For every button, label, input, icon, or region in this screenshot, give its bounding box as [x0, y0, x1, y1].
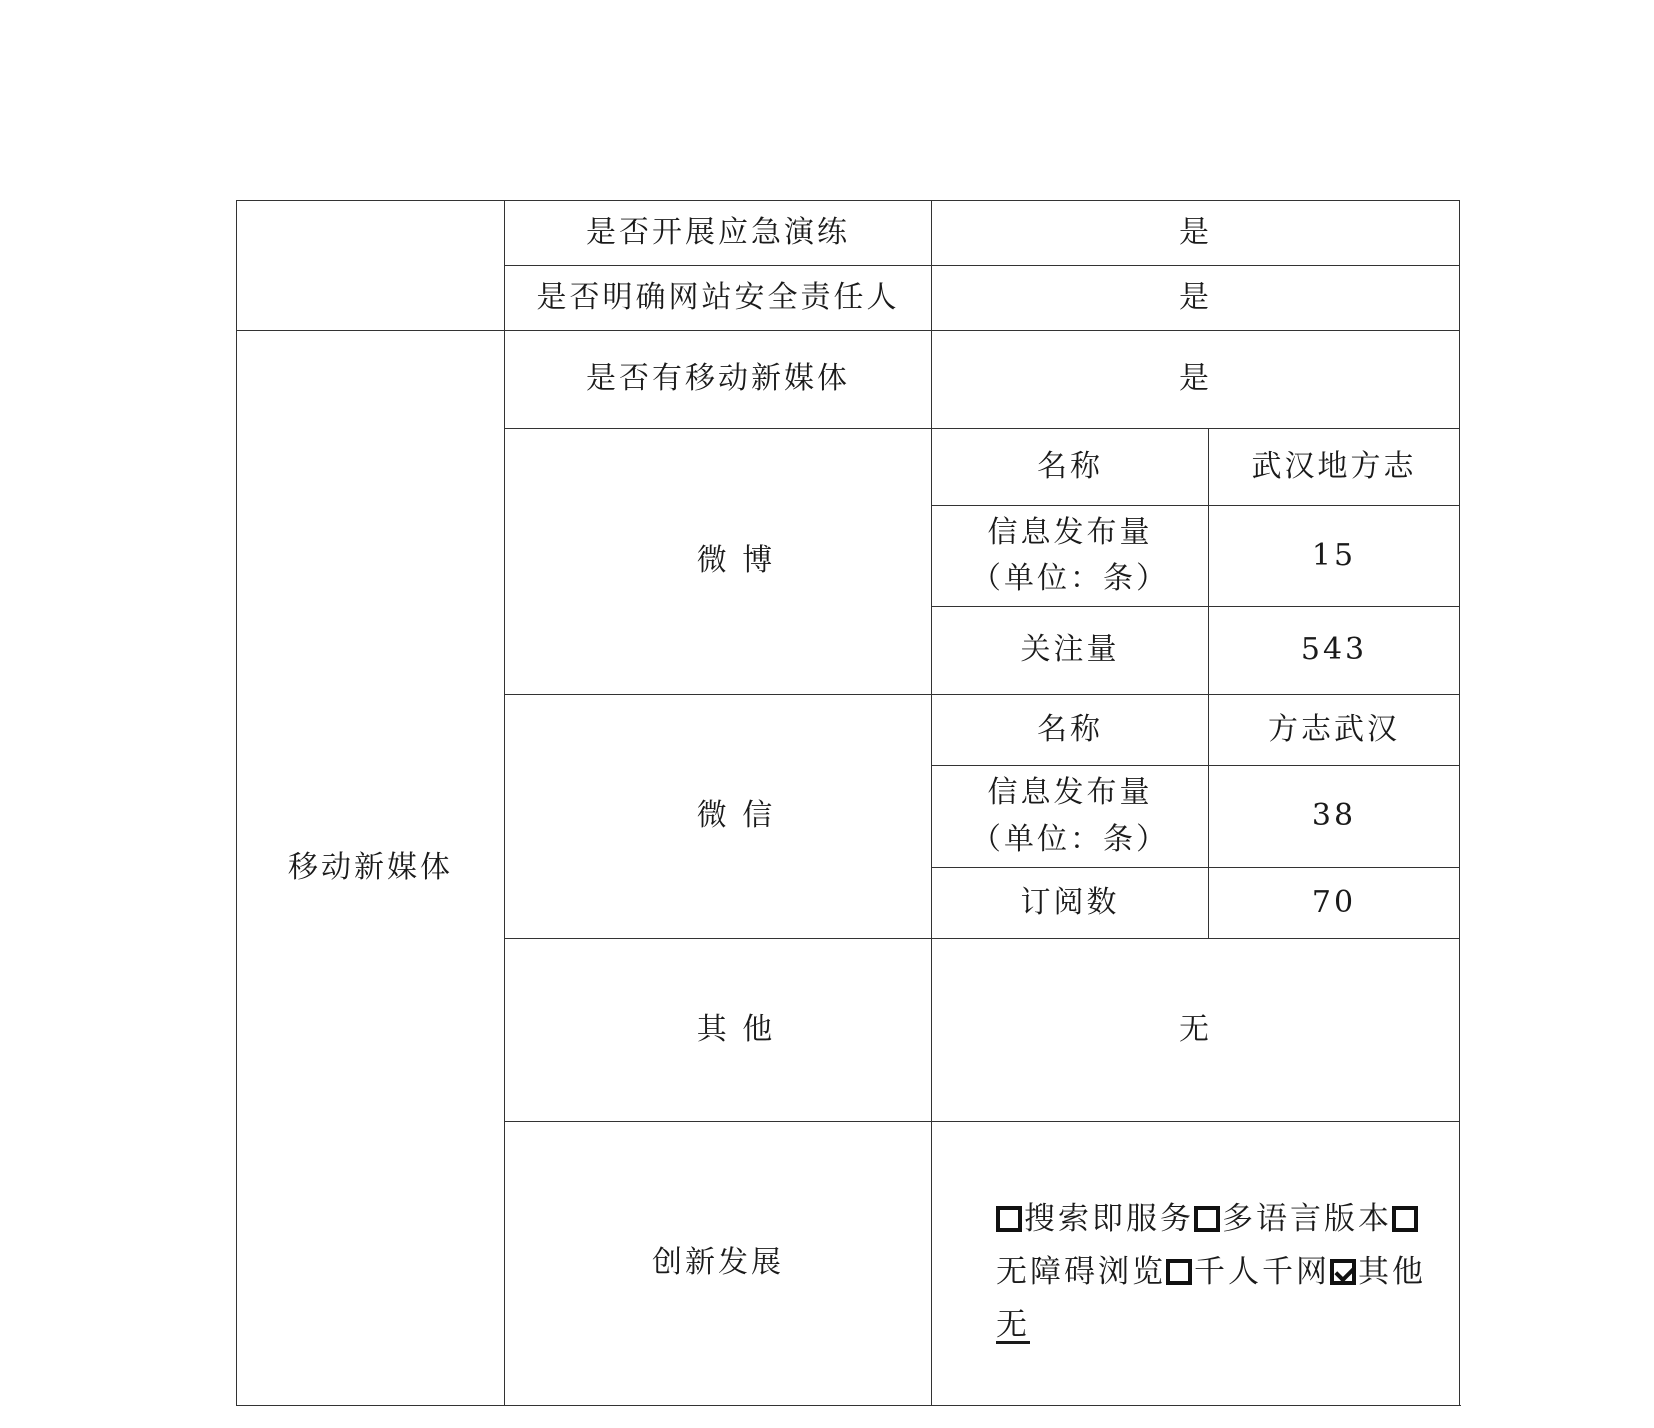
innovation-options — [932, 1193, 1459, 1351]
weixin-name-value: 方志武汉 — [1209, 695, 1460, 766]
checkbox-icon[interactable] — [996, 1206, 1022, 1232]
weibo-posts-label-line1: 信息发布量 — [987, 514, 1153, 550]
weixin-name-label: 名称 — [932, 695, 1209, 766]
section-cell-empty — [237, 201, 505, 331]
other-media-label: 其 他 — [505, 939, 932, 1122]
table-row — [237, 201, 1460, 266]
weibo-posts-label — [932, 506, 1209, 607]
responsible-label: 是否明确网站安全责任人 — [505, 266, 932, 331]
option-personalized[interactable]: 千人千网 — [1166, 1254, 1330, 1290]
weixin-subscribers-label: 订阅数 — [932, 868, 1209, 939]
option-multilingual[interactable]: 多语言版本 — [1194, 1201, 1392, 1237]
table-row — [237, 331, 1460, 429]
weibo-name-label: 名称 — [932, 429, 1209, 506]
weixin-label: 微 信 — [505, 695, 932, 939]
weibo-label: 微 博 — [505, 429, 932, 695]
weixin-subscribers-value: 70 — [1209, 868, 1460, 939]
option-other[interactable]: 其他 — [1330, 1254, 1426, 1290]
responsible-value: 是 — [932, 266, 1460, 331]
option-search-service[interactable]: 搜索即服务 — [996, 1201, 1194, 1237]
weixin-posts-value: 38 — [1209, 766, 1460, 868]
weibo-posts-label-line2: （单位：条） — [971, 561, 1169, 596]
other-media-value: 无 — [932, 939, 1460, 1122]
mobile-section-label: 移动新媒体 — [237, 331, 505, 1406]
has-mobile-value: 是 — [932, 331, 1460, 429]
checkbox-icon[interactable] — [1194, 1206, 1220, 1232]
drill-value: 是 — [932, 201, 1460, 266]
weibo-followers-label: 关注量 — [932, 607, 1209, 695]
weibo-posts-value: 15 — [1209, 506, 1460, 607]
innovation-section-label: 创新发展 — [505, 1122, 932, 1406]
checkbox-checked-icon[interactable] — [1330, 1259, 1356, 1285]
drill-label: 是否开展应急演练 — [505, 201, 932, 266]
weixin-posts-label — [932, 766, 1209, 868]
checkbox-icon[interactable] — [1166, 1259, 1192, 1285]
has-mobile-label: 是否有移动新媒体 — [505, 331, 932, 429]
weibo-name-value: 武汉地方志 — [1209, 429, 1460, 506]
checkbox-icon[interactable] — [1392, 1206, 1418, 1232]
weibo-followers-value: 543 — [1209, 607, 1460, 695]
weixin-posts-label-line1: 信息发布量 — [987, 775, 1153, 810]
report-table — [236, 200, 1460, 1406]
innovation-other-text: 无 — [996, 1306, 1030, 1343]
innovation-options-cell — [932, 1122, 1460, 1406]
weixin-posts-label-line2: （单位：条） — [971, 821, 1169, 857]
option-accessibility[interactable]: 无障碍浏览 — [996, 1201, 1420, 1290]
